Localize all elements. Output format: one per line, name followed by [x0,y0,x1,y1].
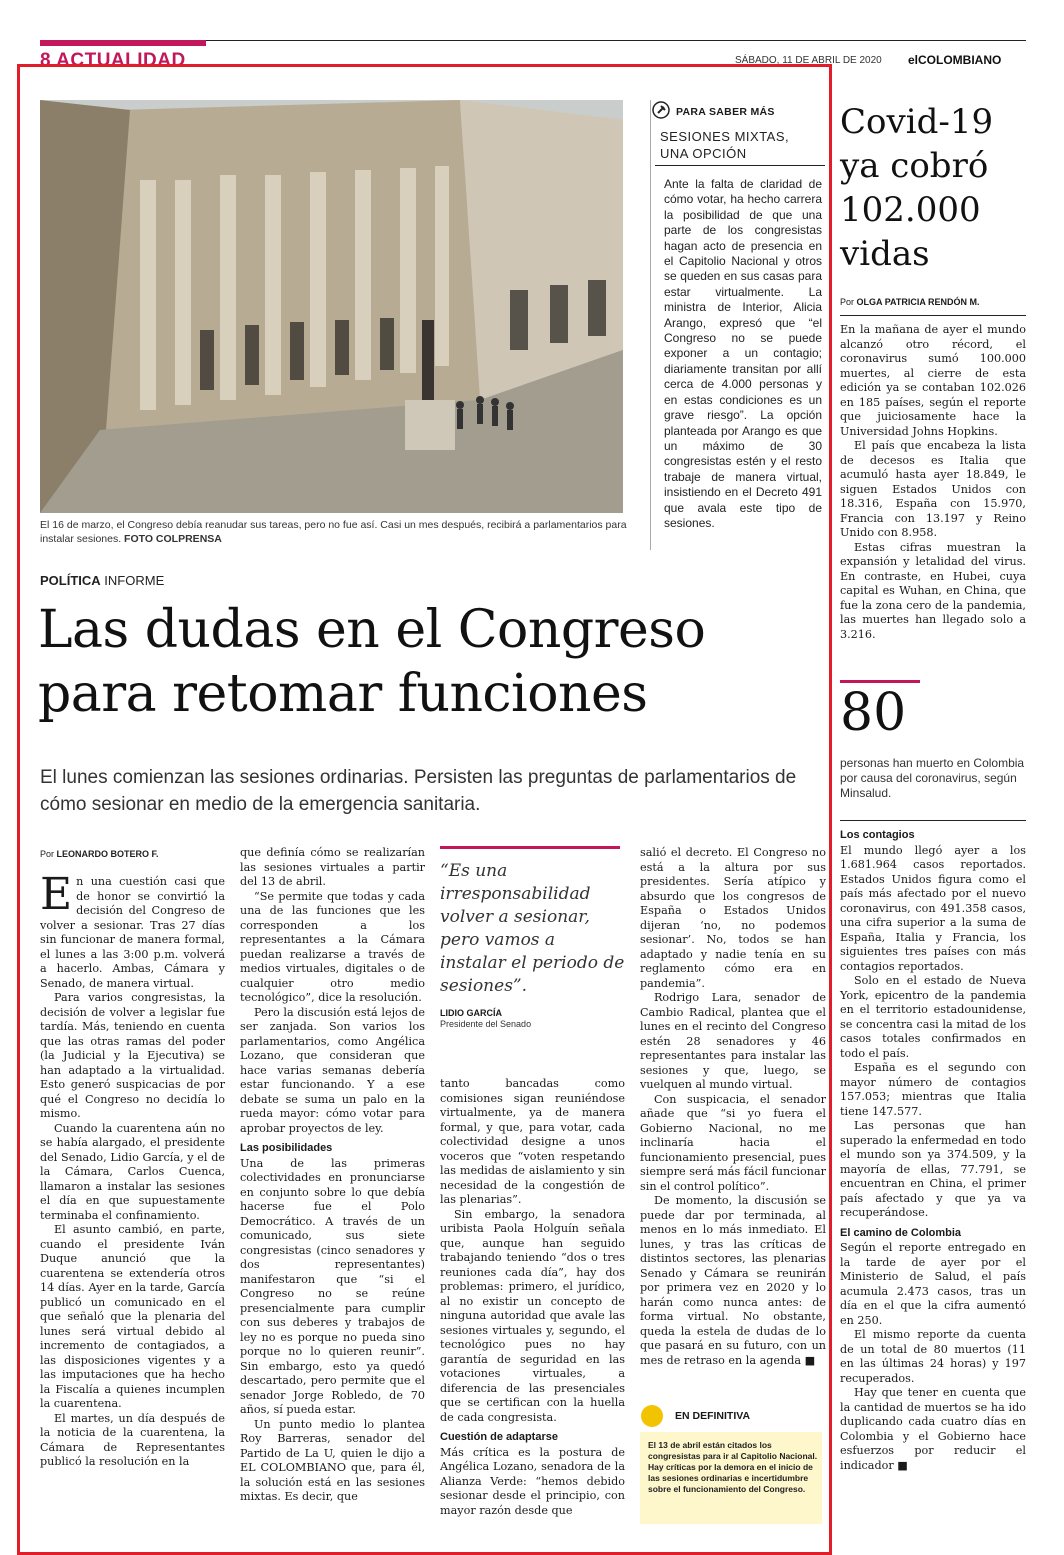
subheading-contagios: Los contagios [840,829,915,841]
paragraph: Según el reporte entregado en la tarde de ayer por el Ministerio de Salud, el país acumula 2.473 casos, tras un día en el que la cifra aumentó en 250. [840,1241,1026,1327]
caption-text: El 16 de marzo, el Congreso debía reanudar sus tareas, pero no fue así. Casi un mes después, recibirá a parlamentarios para instalar sesiones. [40,519,627,545]
paragraph: Las personas que han superado la enfermedad en todo el mundo son ya 374.509, y la mayoría de ellas, 77.791, se encuentran en China, el primer país afectado y que ya va recuperándose. [840,1119,1026,1219]
subheading-adaptarse: Cuestión de adaptarse [440,1431,558,1443]
page-number: 8 [40,50,52,71]
paragraph: En la mañana de ayer el mundo alcanzó otro récord, el coronavirus sumó 100.000 muertes, al cierre de esta edición ya se contaban 102.026 en 185 países, según el reporte que juiciosamente hace la Universidad Johns Hopkins. [840,323,1026,438]
sidebox-text: Ante la falta de claridad de cómo votar, ha hecho carrera la posibilidad de que una parte de los congresistas hagan acto de presencia en el Capitolio Nacional y otros se queden en sus casas para estar virtualmente. La ministra de Interior, Alicia Arango, expresó que “el Congreso no se puede exponer a un contagio; diariamente transitan por allí cerca de 4.000 personas y en estas condiciones es un grave riesgo”. La opción planteada por Arango es que un máximo de 30 congresistas estén y el resto trabaje de manera virtual, insistiendo en el Decreto 491 que avala este tipo de sesiones. [664,177,822,530]
paragraph: que definía cómo se realizarían las sesiones virtuales a partir del 13 de abril. [240,846,425,888]
sidebox-subheading: SESIONES MIXTAS, UNA OPCIÓN [660,129,790,161]
subheading-posibilidades: Las posibilidades [240,1142,333,1154]
definitiva-text: El 13 de abril están citados los congresistas para ir al Capitolio Nacional. Hay críticas por la demora en el inicio de las sesiones ordinarias e incertidumbre sobre el funcionamiento del Congreso. [648,1440,818,1494]
section-name: ACTUALIDAD [56,50,186,71]
paragraph: Sin embargo, la senadora uribista Paola Holguín señala que, aunque han seguido trabajando teniendo “dos o tres reuniones cada día”, hay dos problemas: primero, el jurídico, al no existir un concepto de ninguna autoridad que avale las sesiones virtuales y, segundo, el tecnológico pues no hay garantía de seguridad en las votaciones virtuales, a diferencia de las presenciales que se certifican con la huella de cada congresista. [440,1207,625,1424]
paragraph: Un punto medio lo plantea Roy Barreras, senador del Partido de La U, quien le dijo a EL COLOMBIANO que, para él, la solución está en las sesiones mixtas. Es decir, que [240,1417,425,1503]
photo-credit: FOTO COLPRENSA [124,533,222,545]
covid-headline: Covid-19 ya cobró 102.000 vidas [840,102,994,274]
byline-name: LEONARDO BOTERO F. [56,849,159,859]
paragraph: Para varios congresistas, la decisión de volver a legislar fue tardía. Más, teniendo en cuenta que las otras ramas del poder (la Judicial y la Ejecutiva) se han adaptado a la virtualidad. Esto generó suspicacias de por qué el Congreso no decidía lo mismo. [40,991,225,1120]
paragraph: España es el segundo con mayor número de contagios 157.053; mientras que Italia tiene 147.577. [840,1061,1026,1118]
article-dek: El lunes comienzan las sesiones ordinarias. Persisten las preguntas de parlamentarios de cómo sesionar en medio de la emergencia sanitaria. [40,767,797,815]
stat-rule [840,820,1026,821]
byline-prefix: Por [40,849,55,859]
covid-body-1 [840,323,1026,642]
masthead-logo: elCOLOMBIANO [908,53,1002,67]
kicker-type: INFORME [104,573,165,588]
paragraph: Con suspicacia, el senador añade que “si yo fuera el Gobierno Nacional, no me inclinaría hacia el funcionamiento presencial, pues siempre será más fácil funcionar sin el control político”. [640,1092,826,1193]
paragraph: Una de las primeras colectividades en pronunciarse en conjunto sobre lo que debía hacerse fue el Polo Democrático. A través de un comunicado, sus siete congresistas (cinco senadores y dos representantes) manifestaron que “si el Congreso no se reúne presencialmente para cumplir con sus deberes y trabajos de ley no es porque no pueda sino porque no lo quieren reunir”. Sin embargo, esto ya quedó descartado, pero permite que el senador Jorge Robledo, de 70 años, sí pueda estar. [240,1156,425,1416]
section-accent-bar [40,40,206,46]
paragraph: Estas cifras muestran la expansión y letalidad del virus. En contraste, en Hubei, cuya capital es Wuhan, en China, que fue la zona cero de la pandemia, las muertes han llegado solo a 3.216. [840,540,1026,641]
issue-date: SÁBADO, 11 DE ABRIL DE 2020 [735,55,882,66]
paragraph-text: n una cuestión casi que de honor se convirtió la decisión del Congreso de volver a sesionar. Tras 27 días sin funcionar de manera formal, el lunes a las 3:00 p.m. volverá a hacerlo. Ambas, Cámara y Senado, de manera virtual. [40,875,225,990]
paragraph: “Se permite que todas y cada una de las funciones que les corresponden a los representantes a la Cámara puedan realizarse a través de medios virtuales, digitales o de cualquier otro medio tecnológico”, dice la resolución. [240,889,425,1004]
byline-prefix: Por [840,297,855,307]
byline-name: OLGA PATRICIA RENDÓN M. [856,297,980,307]
paragraph: salió el decreto. El Congreso no está a la altura por sus presidentes. Sería atípico y absurdo que los congresos de España o Estados Unidos dijeran ‘no, no podemos sesionar’. No, todos se han adaptado y nadie tenía en su reglamento cómo era en pandemia”. [640,846,826,990]
drop-cap: E [40,869,73,920]
highlight-frame [17,64,832,1555]
paragraph: Solo en el estado de Nueva York, epicentro de la pandemia en el territorio estadounidense, se concentra casi la mitad de los casos totales confirmados en todo el país. [840,974,1026,1060]
covid-body-2 [840,826,1026,1473]
article-headline: Las dudas en el Congreso para retomar funciones [38,600,706,724]
kicker-section: POLÍTICA [40,573,101,588]
death-count-number: 80 [840,683,907,743]
quote-author-role: Presidente del Senado [440,1019,532,1029]
paragraph: Cuando la cuarentena aún no se había alargado, el presidente del Senado, Lidio García, y el de la Cámara, Carlos Cuenca, llamaron a instalar las sesiones el día en que supuestamente terminaba el confinamiento. [40,1121,225,1222]
subheading-colombia: El camino de Colombia [840,1226,962,1239]
paragraph: De momento, la discusión se puede dar por terminada, al menos en lo más inmediato. El lunes, y tras las críticas de distintos sectores, las plenarias Senado y Cámara se reunirán por primera vez en 2020 y lo harán como nunca antes: de forma virtual. No obstante, queda la estela de dudas de lo que pasará en su futuro, con un mes de retraso en la agenda ■ [640,1194,826,1367]
paragraph: Más crítica es la postura de Angélica Lozano, senadora de la Alianza Verde: “hemos debido sesionar desde el principio, con mayor razón desde que [440,1445,625,1517]
paragraph: Hay que tener en cuenta que la cantidad de muertos se ha ido duplicando cada cuatro días en Colombia y el Gobierno hace esfuerzos por reducir el indicador ■ [840,1386,1026,1472]
paragraph: El asunto cambió, en parte, cuando el presidente Iván Duque anunció que la cuarentena se extendería otros 14 días. Ayer en la tarde, García publicó un comunicado en el que señaló que la plenaria del lunes será virtual debido al incremento de contagiados, a las disposiciones vigentes y a las imputaciones que ha hecho la Fiscalía a quienes incumplen la cuarentena. [40,1223,225,1410]
paragraph: El mismo reporte da cuenta de un total de 80 muertos (11 en las últimas 24 horas) y 197 recuperados. [840,1328,1026,1385]
quote-author: LIDIO GARCÍA [440,1008,502,1018]
definitiva-title: EN DEFINITIVA [675,1410,751,1422]
paragraph: El país que encabeza la lista de decesos es Italia que acumuló hasta ayer 18.849, le siguen Estados Unidos con 18.316, España con 15.970, Francia con 13.197 y Reino Unido con 8.958. [840,439,1026,539]
covid-rule [840,315,1026,316]
death-count-text: personas han muerto en Colombia por causa del coronavirus, según Minsalud. [840,756,1025,800]
paragraph: Rodrigo Lara, senador de Cambio Radical, plantea que el lunes en el recinto del Congreso estén 28 senadores y 46 representantes para instalar las sesiones y que, luego, se vuelquen al mundo virtual. [640,991,826,1091]
paragraph: Pero la discusión está lejos de ser zanjada. Son varios los parlamentarios, como Angélica Lozano, que consideran que hace varias semanas debería estar funcionando. Y a ese debate se suma un palo en la rueda mayor: cómo votar para aprobar proyectos de ley. [240,1005,425,1135]
paragraph: El martes, un día después de la noticia de la cuarentena, la Cámara de Representantes publicó la resolución en la [40,1411,225,1468]
covid-byline [840,297,980,307]
pull-quote: “Es una irresponsabilidad volver a sesionar, pero vamos a instalar el periodo de sesiones”. [440,861,625,996]
sidebox-heading: PARA SABER MÁS [676,106,775,118]
paragraph: El mundo llegó ayer a los 1.681.964 casos reportados. Estados Unidos figura como el país más afectado por el nuevo coronavirus, con 491.358 casos, una cifra superior a la suma de España, Italia y Francia, los siguientes tres países con más contagios reportados. [840,843,1026,973]
paragraph: tanto bancadas como comisiones sigan reuniéndose virtualmente, ya de manera formal, y que, para votar, cada colectividad designe a unos voceros que “voten respetando las medidas de aislamiento y sin necesidad de la congestión de las plenarias”. [440,1077,625,1206]
